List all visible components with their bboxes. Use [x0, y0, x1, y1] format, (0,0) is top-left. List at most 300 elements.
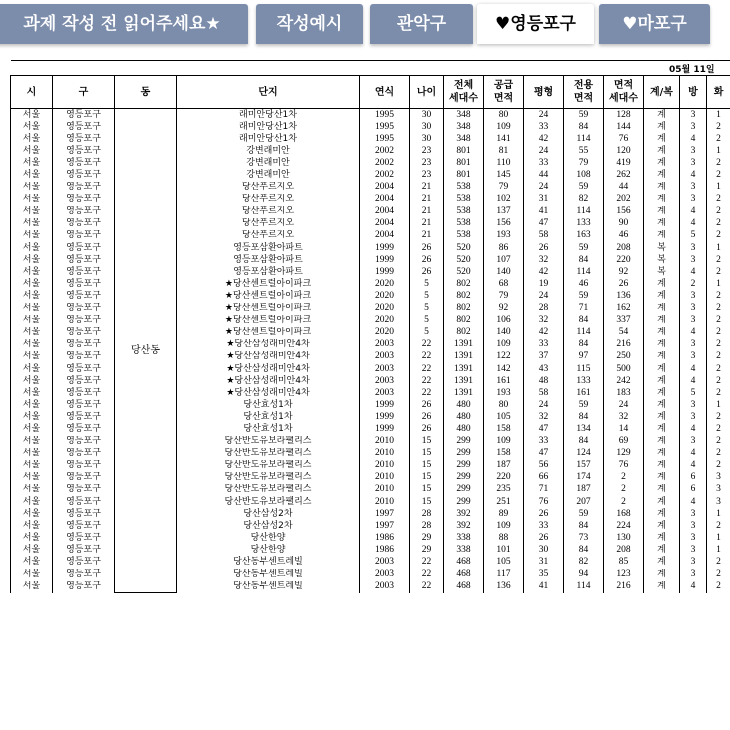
table-cell[interactable]: 3	[680, 339, 707, 351]
column-header[interactable]: 평형	[524, 76, 564, 109]
table-cell[interactable]: 2	[707, 254, 730, 266]
table-cell[interactable]: 서울	[11, 242, 53, 254]
table-cell[interactable]: 28	[410, 520, 444, 532]
table-cell[interactable]: 15	[410, 496, 444, 508]
table-cell[interactable]: 468	[444, 556, 484, 568]
table-cell[interactable]: 5	[410, 278, 444, 290]
table-cell[interactable]: 90	[604, 218, 644, 230]
column-header[interactable]: 전용 면적	[564, 76, 604, 109]
table-cell[interactable]: 92	[604, 266, 644, 278]
table-cell[interactable]: 당산반도유보라팰리스	[177, 448, 360, 460]
table-cell[interactable]: 2	[707, 121, 730, 133]
table-cell[interactable]: 29	[410, 532, 444, 544]
table-cell[interactable]: 26	[410, 266, 444, 278]
table-cell[interactable]: 299	[444, 460, 484, 472]
table-cell[interactable]: 3	[680, 411, 707, 423]
table-cell[interactable]: 서울	[11, 532, 53, 544]
table-cell[interactable]: 영등포구	[53, 508, 115, 520]
table-cell[interactable]: 14	[604, 423, 644, 435]
table-cell[interactable]: 140	[484, 327, 524, 339]
table-cell[interactable]: 영등포구	[53, 532, 115, 544]
table-cell[interactable]: 서울	[11, 218, 53, 230]
table-cell[interactable]: 1	[707, 544, 730, 556]
table-cell[interactable]: 영등포구	[53, 496, 115, 508]
table-cell[interactable]: 2	[707, 520, 730, 532]
table-cell[interactable]: 1986	[360, 532, 410, 544]
table-cell[interactable]: 영등포구	[53, 581, 115, 593]
table-cell[interactable]: 107	[484, 254, 524, 266]
table-cell[interactable]: 80	[484, 399, 524, 411]
table-cell[interactable]: 계	[644, 387, 680, 399]
table-cell[interactable]: 76	[524, 496, 564, 508]
table-cell[interactable]: 33	[524, 520, 564, 532]
table-cell[interactable]: 15	[410, 448, 444, 460]
table-cell[interactable]: 2003	[360, 556, 410, 568]
table-cell[interactable]: 1999	[360, 242, 410, 254]
table-cell[interactable]: 당산반도유보라팰리스	[177, 496, 360, 508]
table-cell[interactable]: 강변래미안	[177, 157, 360, 169]
table-cell[interactable]: 32	[524, 254, 564, 266]
table-cell[interactable]: 계	[644, 182, 680, 194]
table-cell[interactable]: 영등포구	[53, 157, 115, 169]
table-cell[interactable]: 1	[707, 242, 730, 254]
table-cell[interactable]: 30	[410, 121, 444, 133]
table-cell[interactable]: 서울	[11, 520, 53, 532]
table-cell[interactable]: 82	[564, 556, 604, 568]
tab-yeongdeungpo-gu[interactable]: ♥영등포구	[477, 4, 594, 44]
table-cell[interactable]: 강변래미안	[177, 145, 360, 157]
table-cell[interactable]: 2	[707, 351, 730, 363]
table-cell[interactable]: 4	[680, 423, 707, 435]
table-cell[interactable]: 41	[524, 206, 564, 218]
table-cell[interactable]: 서울	[11, 472, 53, 484]
table-cell[interactable]: 59	[564, 242, 604, 254]
table-cell[interactable]: 영등포구	[53, 484, 115, 496]
table-cell[interactable]: 92	[484, 303, 524, 315]
table-cell[interactable]: 3	[680, 532, 707, 544]
table-cell[interactable]: 영등포구	[53, 423, 115, 435]
table-cell[interactable]: 계	[644, 436, 680, 448]
table-cell[interactable]: 당산푸르지오	[177, 230, 360, 242]
table-cell[interactable]: 79	[484, 290, 524, 302]
table-cell[interactable]: 33	[524, 339, 564, 351]
table-cell[interactable]: 19	[524, 278, 564, 290]
table-cell[interactable]: 당산푸르지오	[177, 206, 360, 218]
table-cell[interactable]: 123	[604, 569, 644, 581]
table-cell[interactable]: 2	[707, 448, 730, 460]
table-cell[interactable]: 109	[484, 339, 524, 351]
table-cell[interactable]: 122	[484, 351, 524, 363]
table-cell[interactable]: 3	[680, 569, 707, 581]
table-cell[interactable]: 43	[524, 363, 564, 375]
column-header[interactable]: 전체 세대수	[444, 76, 484, 109]
tab-gwanak-gu[interactable]: 관악구	[370, 4, 473, 44]
table-cell[interactable]: 24	[524, 145, 564, 157]
table-cell[interactable]: 161	[564, 387, 604, 399]
table-cell[interactable]: 영등포구	[53, 278, 115, 290]
table-cell[interactable]: 2003	[360, 339, 410, 351]
table-cell[interactable]: 2	[707, 569, 730, 581]
table-cell[interactable]: 110	[484, 157, 524, 169]
table-cell[interactable]: 계	[644, 460, 680, 472]
table-cell[interactable]: 48	[524, 375, 564, 387]
table-cell[interactable]: 187	[564, 484, 604, 496]
table-cell[interactable]: 133	[564, 218, 604, 230]
table-cell[interactable]: 영등포구	[53, 399, 115, 411]
table-cell[interactable]: 32	[524, 411, 564, 423]
table-cell[interactable]: 당산동부센트레빌	[177, 569, 360, 581]
table-cell[interactable]: 21	[410, 230, 444, 242]
column-header[interactable]: 시	[11, 76, 53, 109]
table-cell[interactable]: 141	[484, 133, 524, 145]
table-cell[interactable]: 85	[604, 556, 644, 568]
table-cell[interactable]: 500	[604, 363, 644, 375]
table-cell[interactable]: 복	[644, 254, 680, 266]
table-cell[interactable]: 서울	[11, 484, 53, 496]
table-cell[interactable]: 28	[410, 508, 444, 520]
column-header[interactable]: 나이	[410, 76, 444, 109]
table-cell[interactable]: 24	[604, 399, 644, 411]
table-cell[interactable]: 2004	[360, 194, 410, 206]
table-cell[interactable]: 1	[707, 399, 730, 411]
table-cell[interactable]: 서울	[11, 194, 53, 206]
table-cell[interactable]: 3	[680, 242, 707, 254]
table-cell[interactable]: 서울	[11, 569, 53, 581]
table-cell[interactable]: 32	[524, 315, 564, 327]
table-cell[interactable]: 2010	[360, 472, 410, 484]
table-cell[interactable]: 26	[524, 508, 564, 520]
table-cell[interactable]: 당산반도유보라팰리스	[177, 484, 360, 496]
table-cell[interactable]: 1391	[444, 375, 484, 387]
table-cell[interactable]: 58	[524, 230, 564, 242]
table-cell[interactable]: 2004	[360, 182, 410, 194]
table-cell[interactable]: 계	[644, 581, 680, 593]
table-cell[interactable]: 영등포구	[53, 520, 115, 532]
table-cell[interactable]: 2002	[360, 145, 410, 157]
table-cell[interactable]: 당산푸르지오	[177, 194, 360, 206]
table-cell[interactable]: 2	[707, 460, 730, 472]
table-cell[interactable]: 서울	[11, 182, 53, 194]
table-cell[interactable]: 124	[564, 448, 604, 460]
table-cell[interactable]: 158	[484, 423, 524, 435]
table-cell[interactable]: 520	[444, 242, 484, 254]
table-cell[interactable]: 서울	[11, 544, 53, 556]
table-cell[interactable]: 162	[604, 303, 644, 315]
table-cell[interactable]: 1	[707, 532, 730, 544]
table-cell[interactable]: 영등포구	[53, 327, 115, 339]
table-cell[interactable]: 168	[604, 508, 644, 520]
table-cell[interactable]: 130	[604, 532, 644, 544]
table-cell[interactable]: 2	[707, 411, 730, 423]
table-cell[interactable]: 23	[410, 157, 444, 169]
table-cell[interactable]: 174	[564, 472, 604, 484]
table-cell[interactable]: 86	[484, 242, 524, 254]
table-cell[interactable]: 538	[444, 206, 484, 218]
table-cell[interactable]: 계	[644, 532, 680, 544]
table-cell[interactable]: 2	[707, 266, 730, 278]
table-cell[interactable]: 4	[680, 363, 707, 375]
table-cell[interactable]: 영등포구	[53, 411, 115, 423]
table-cell[interactable]: 801	[444, 157, 484, 169]
table-cell[interactable]: 392	[444, 508, 484, 520]
table-cell[interactable]: 183	[604, 387, 644, 399]
table-cell[interactable]: 2	[707, 290, 730, 302]
table-cell[interactable]: 299	[444, 472, 484, 484]
table-cell[interactable]: 래미안당산1차	[177, 133, 360, 145]
table-cell[interactable]: 1995	[360, 109, 410, 122]
table-cell[interactable]: 영등포삼환아파트	[177, 266, 360, 278]
table-cell[interactable]: 2002	[360, 157, 410, 169]
table-cell[interactable]: 108	[564, 169, 604, 181]
table-cell[interactable]: 348	[444, 121, 484, 133]
table-cell[interactable]: 109	[484, 520, 524, 532]
table-cell[interactable]: 계	[644, 109, 680, 122]
table-cell[interactable]: 58	[524, 387, 564, 399]
column-header[interactable]: 화	[707, 76, 730, 109]
table-cell[interactable]: 22	[410, 351, 444, 363]
table-cell[interactable]: 1	[707, 145, 730, 157]
table-cell[interactable]: 47	[524, 423, 564, 435]
table-cell[interactable]: 1	[707, 278, 730, 290]
table-cell[interactable]: 2020	[360, 315, 410, 327]
table-cell[interactable]: 26	[410, 242, 444, 254]
table-cell[interactable]: 영등포구	[53, 460, 115, 472]
table-cell[interactable]: 1999	[360, 423, 410, 435]
table-cell[interactable]: 3	[680, 436, 707, 448]
table-cell[interactable]: 31	[524, 194, 564, 206]
table-cell[interactable]: 115	[564, 363, 604, 375]
table-cell[interactable]: 당산반도유보라팰리스	[177, 460, 360, 472]
table-cell[interactable]: 82	[564, 194, 604, 206]
table-cell[interactable]: 520	[444, 266, 484, 278]
tab-writing-example[interactable]: 작성예시	[256, 4, 363, 44]
table-cell[interactable]: 30	[410, 133, 444, 145]
table-cell[interactable]: 영등포구	[53, 266, 115, 278]
table-cell[interactable]: 계	[644, 230, 680, 242]
table-cell[interactable]: 66	[524, 472, 564, 484]
table-cell[interactable]: 당산효성1차	[177, 411, 360, 423]
table-cell[interactable]: 당산반도유보라팰리스	[177, 472, 360, 484]
table-cell[interactable]: 서울	[11, 169, 53, 181]
table-cell[interactable]: 계	[644, 290, 680, 302]
table-cell[interactable]: 802	[444, 315, 484, 327]
table-cell[interactable]: 2	[707, 556, 730, 568]
table-cell[interactable]: 22	[410, 363, 444, 375]
table-cell[interactable]: 2	[707, 157, 730, 169]
table-cell[interactable]: 144	[604, 121, 644, 133]
table-cell[interactable]: 15	[410, 436, 444, 448]
table-cell[interactable]: 3	[680, 351, 707, 363]
table-cell[interactable]: 영등포구	[53, 242, 115, 254]
table-cell[interactable]: 202	[604, 194, 644, 206]
table-cell[interactable]: 35	[524, 569, 564, 581]
table-cell[interactable]: 영등포구	[53, 206, 115, 218]
table-cell[interactable]: 5	[410, 303, 444, 315]
table-cell[interactable]: ★당산센트럴아이파크	[177, 315, 360, 327]
column-header[interactable]: 방	[680, 76, 707, 109]
table-cell[interactable]: 71	[524, 484, 564, 496]
table-cell[interactable]: 2	[707, 423, 730, 435]
table-cell[interactable]: 서울	[11, 145, 53, 157]
table-cell[interactable]: 59	[564, 109, 604, 122]
table-cell[interactable]: 338	[444, 544, 484, 556]
table-cell[interactable]: 136	[604, 290, 644, 302]
table-cell[interactable]: 3	[680, 182, 707, 194]
table-cell[interactable]: 106	[484, 315, 524, 327]
table-cell[interactable]: 3	[707, 496, 730, 508]
table-cell[interactable]: 337	[604, 315, 644, 327]
table-cell[interactable]: 33	[524, 436, 564, 448]
table-cell[interactable]: 5	[680, 387, 707, 399]
table-cell[interactable]: 1391	[444, 339, 484, 351]
table-cell[interactable]: 2	[707, 303, 730, 315]
table-cell[interactable]: 영등포구	[53, 569, 115, 581]
table-cell[interactable]: 480	[444, 411, 484, 423]
table-cell[interactable]: 당산한양	[177, 532, 360, 544]
table-cell[interactable]: 140	[484, 266, 524, 278]
table-cell[interactable]: 26	[410, 423, 444, 435]
table-cell[interactable]: 2	[707, 194, 730, 206]
table-cell[interactable]: 3	[707, 472, 730, 484]
table-cell[interactable]: 2	[707, 218, 730, 230]
table-cell[interactable]: 84	[564, 339, 604, 351]
table-cell[interactable]: 801	[444, 145, 484, 157]
table-cell[interactable]: 158	[484, 448, 524, 460]
table-cell[interactable]: 서울	[11, 351, 53, 363]
table-cell[interactable]: 영등포구	[53, 254, 115, 266]
table-cell[interactable]: 37	[524, 351, 564, 363]
table-cell[interactable]: 208	[604, 242, 644, 254]
table-cell[interactable]: ★당산삼성래미안4차	[177, 375, 360, 387]
table-cell[interactable]: 당산동부센트레빌	[177, 581, 360, 593]
table-cell[interactable]: 133	[564, 375, 604, 387]
table-cell[interactable]: 2	[680, 278, 707, 290]
table-cell[interactable]: 101	[484, 544, 524, 556]
table-cell[interactable]: 계	[644, 508, 680, 520]
table-cell[interactable]: 영등포구	[53, 315, 115, 327]
table-cell[interactable]: 2	[707, 230, 730, 242]
table-cell[interactable]: 47	[524, 448, 564, 460]
table-cell[interactable]: 계	[644, 315, 680, 327]
table-cell[interactable]: 계	[644, 544, 680, 556]
table-cell[interactable]: 480	[444, 399, 484, 411]
table-cell[interactable]: 84	[564, 315, 604, 327]
table-cell[interactable]: 4	[680, 169, 707, 181]
table-cell[interactable]: 1997	[360, 520, 410, 532]
table-cell[interactable]: 계	[644, 278, 680, 290]
table-cell[interactable]: 4	[680, 218, 707, 230]
table-cell[interactable]: 영등포구	[53, 556, 115, 568]
table-cell[interactable]: 서울	[11, 109, 53, 122]
table-cell[interactable]: 1	[707, 182, 730, 194]
table-cell[interactable]: 계	[644, 520, 680, 532]
table-cell[interactable]: 224	[604, 520, 644, 532]
table-cell[interactable]: 109	[484, 436, 524, 448]
table-cell[interactable]: 영등포구	[53, 133, 115, 145]
table-cell[interactable]: 5	[410, 315, 444, 327]
table-cell[interactable]: 계	[644, 206, 680, 218]
table-cell[interactable]: 193	[484, 387, 524, 399]
table-cell[interactable]: 2003	[360, 569, 410, 581]
table-cell[interactable]: 서울	[11, 230, 53, 242]
table-cell[interactable]: 계	[644, 399, 680, 411]
table-cell[interactable]: 3	[680, 290, 707, 302]
table-cell[interactable]: 79	[564, 157, 604, 169]
table-cell[interactable]: 영등포구	[53, 290, 115, 302]
table-cell[interactable]: 24	[524, 399, 564, 411]
table-cell[interactable]: 156	[604, 206, 644, 218]
table-cell[interactable]: ★당산센트럴아이파크	[177, 278, 360, 290]
table-cell[interactable]: 5	[680, 230, 707, 242]
table-cell[interactable]: 235	[484, 484, 524, 496]
table-cell[interactable]: 영등포구	[53, 230, 115, 242]
table-cell[interactable]: 220	[484, 472, 524, 484]
table-cell[interactable]: 156	[484, 218, 524, 230]
table-cell[interactable]: 2	[707, 315, 730, 327]
table-cell[interactable]: 4	[680, 266, 707, 278]
table-cell[interactable]: 계	[644, 303, 680, 315]
table-cell[interactable]: 영등포구	[53, 109, 115, 122]
table-cell[interactable]: 2010	[360, 436, 410, 448]
table-cell[interactable]: 2	[707, 387, 730, 399]
table-cell[interactable]: 157	[564, 460, 604, 472]
table-cell[interactable]: 2010	[360, 448, 410, 460]
table-cell[interactable]: 251	[484, 496, 524, 508]
table-cell[interactable]: 22	[410, 581, 444, 593]
table-cell[interactable]: 2003	[360, 387, 410, 399]
table-cell[interactable]: 서울	[11, 121, 53, 133]
table-cell[interactable]: 2020	[360, 327, 410, 339]
table-cell[interactable]: 30	[524, 544, 564, 556]
table-cell[interactable]: 22	[410, 556, 444, 568]
table-cell[interactable]: 84	[564, 436, 604, 448]
table-cell[interactable]: 114	[564, 266, 604, 278]
column-header[interactable]: 공급 면적	[484, 76, 524, 109]
table-cell[interactable]: 114	[564, 581, 604, 593]
table-cell[interactable]: 계	[644, 448, 680, 460]
table-cell[interactable]: 3	[680, 157, 707, 169]
table-cell[interactable]: 서울	[11, 339, 53, 351]
table-cell[interactable]: 80	[484, 109, 524, 122]
table-cell[interactable]: 영등포구	[53, 544, 115, 556]
table-cell[interactable]: 서울	[11, 206, 53, 218]
table-cell[interactable]: 88	[484, 532, 524, 544]
table-cell[interactable]: 4	[680, 581, 707, 593]
table-cell[interactable]: 영등포삼환아파트	[177, 254, 360, 266]
table-cell[interactable]: ★당산센트럴아이파크	[177, 327, 360, 339]
table-cell[interactable]: 서울	[11, 327, 53, 339]
table-cell[interactable]: 102	[484, 194, 524, 206]
table-cell[interactable]: 59	[564, 399, 604, 411]
table-cell[interactable]: 1999	[360, 399, 410, 411]
table-cell[interactable]: 109	[484, 121, 524, 133]
table-cell[interactable]: 2020	[360, 278, 410, 290]
table-cell[interactable]: 348	[444, 109, 484, 122]
table-cell[interactable]: 68	[484, 278, 524, 290]
table-cell[interactable]: 당산효성1차	[177, 423, 360, 435]
table-cell[interactable]: 250	[604, 351, 644, 363]
table-cell[interactable]: 서울	[11, 315, 53, 327]
table-cell[interactable]: 1986	[360, 544, 410, 556]
table-cell[interactable]: 193	[484, 230, 524, 242]
table-cell[interactable]: 2010	[360, 484, 410, 496]
table-cell[interactable]: 44	[604, 182, 644, 194]
table-cell[interactable]: 계	[644, 472, 680, 484]
table-cell[interactable]: 392	[444, 520, 484, 532]
table-cell[interactable]: 21	[410, 194, 444, 206]
table-cell[interactable]: 220	[604, 254, 644, 266]
table-cell[interactable]: 서울	[11, 290, 53, 302]
